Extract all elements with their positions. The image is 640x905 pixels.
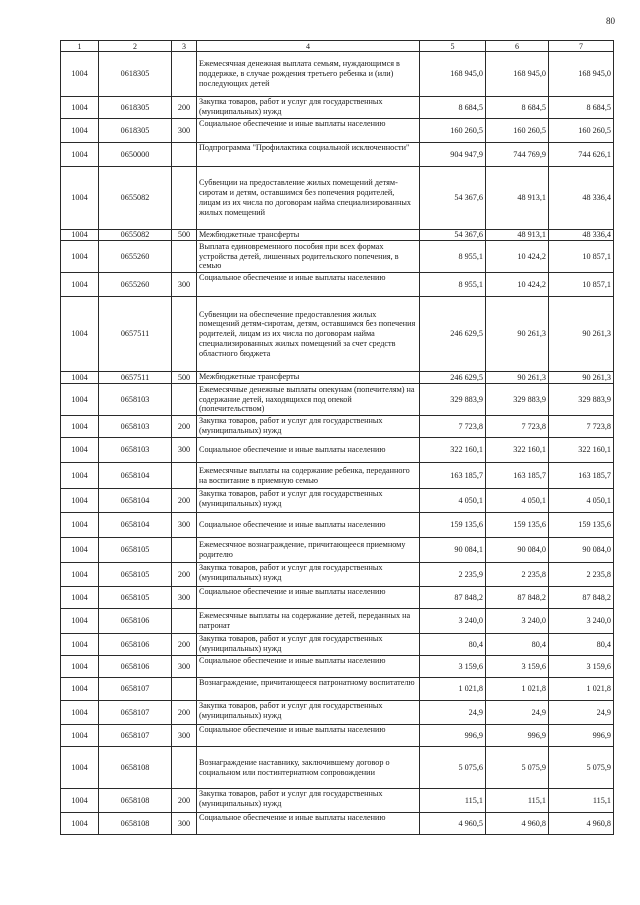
amount-col-6: 24,9 <box>486 701 549 725</box>
table-row <box>61 701 614 725</box>
amount-col-7: 10 857,1 <box>549 241 614 273</box>
amount-col-6: 80,4 <box>486 634 549 656</box>
target-article-code: 0655082 <box>99 167 172 230</box>
amount-col-5: 90 084,1 <box>420 538 486 563</box>
target-article-code: 0658104 <box>99 489 172 513</box>
amount-col-5: 115,1 <box>420 789 486 813</box>
column-number: 3 <box>172 41 197 52</box>
amount-col-6: 115,1 <box>486 789 549 813</box>
target-article-code: 0655082 <box>99 230 172 241</box>
section-code: 1004 <box>61 297 99 372</box>
target-article-code: 0658103 <box>99 416 172 438</box>
amount-col-7: 329 883,9 <box>549 384 614 416</box>
item-name: Вознаграждение, причитающееся патронатному воспитателю <box>197 678 420 701</box>
amount-col-5: 904 947,9 <box>420 143 486 167</box>
expense-type-code <box>172 609 197 634</box>
expense-type-code: 200 <box>172 563 197 587</box>
expense-type-code <box>172 297 197 372</box>
expense-type-code <box>172 167 197 230</box>
amount-col-6: 48 913,1 <box>486 230 549 241</box>
amount-col-7: 3 159,6 <box>549 656 614 678</box>
amount-col-6: 5 075,9 <box>486 747 549 789</box>
table-row <box>61 416 614 438</box>
amount-col-5: 160 260,5 <box>420 119 486 143</box>
amount-col-7: 4 960,8 <box>549 813 614 835</box>
expense-type-code: 300 <box>172 438 197 463</box>
expense-type-code: 200 <box>172 489 197 513</box>
amount-col-7: 2 235,8 <box>549 563 614 587</box>
item-name: Закупка товаров, работ и услуг для государственных (муниципальных) нужд <box>197 701 420 725</box>
amount-col-6: 7 723,8 <box>486 416 549 438</box>
item-name: Ежемесячные выплаты на содержание детей, переданных на патронат <box>197 609 420 634</box>
section-code: 1004 <box>61 167 99 230</box>
amount-col-6: 744 769,9 <box>486 143 549 167</box>
section-code: 1004 <box>61 656 99 678</box>
target-article-code: 0658106 <box>99 634 172 656</box>
table-row <box>61 656 614 678</box>
amount-col-6: 2 235,8 <box>486 563 549 587</box>
amount-col-7: 8 684,5 <box>549 97 614 119</box>
target-article-code: 0658104 <box>99 463 172 489</box>
item-name: Закупка товаров, работ и услуг для государственных (муниципальных) нужд <box>197 489 420 513</box>
table-row <box>61 725 614 747</box>
amount-col-6: 10 424,2 <box>486 273 549 297</box>
amount-col-7: 24,9 <box>549 701 614 725</box>
table-row <box>61 789 614 813</box>
section-code: 1004 <box>61 416 99 438</box>
expense-type-code: 200 <box>172 416 197 438</box>
amount-col-7: 10 857,1 <box>549 273 614 297</box>
target-article-code: 0658107 <box>99 725 172 747</box>
target-article-code: 0618305 <box>99 119 172 143</box>
section-code: 1004 <box>61 463 99 489</box>
expense-type-code <box>172 384 197 416</box>
amount-col-6: 1 021,8 <box>486 678 549 701</box>
target-article-code: 0618305 <box>99 97 172 119</box>
item-name: Социальное обеспечение и иные выплаты населению <box>197 273 420 297</box>
target-article-code: 0658108 <box>99 813 172 835</box>
table-row <box>61 384 614 416</box>
target-article-code: 0658108 <box>99 789 172 813</box>
section-code: 1004 <box>61 489 99 513</box>
amount-col-6: 168 945,0 <box>486 52 549 97</box>
amount-col-5: 4 050,1 <box>420 489 486 513</box>
amount-col-5: 322 160,1 <box>420 438 486 463</box>
expense-type-code: 500 <box>172 230 197 241</box>
amount-col-7: 87 848,2 <box>549 587 614 609</box>
amount-col-5: 80,4 <box>420 634 486 656</box>
section-code: 1004 <box>61 634 99 656</box>
section-code: 1004 <box>61 813 99 835</box>
amount-col-5: 4 960,5 <box>420 813 486 835</box>
amount-col-6: 322 160,1 <box>486 438 549 463</box>
expense-type-code: 500 <box>172 372 197 384</box>
column-number: 1 <box>61 41 99 52</box>
expense-type-code: 200 <box>172 701 197 725</box>
expense-type-code: 200 <box>172 634 197 656</box>
amount-col-5: 329 883,9 <box>420 384 486 416</box>
table-row <box>61 609 614 634</box>
amount-col-5: 8 955,1 <box>420 273 486 297</box>
expense-type-code <box>172 678 197 701</box>
amount-col-5: 5 075,6 <box>420 747 486 789</box>
item-name: Социальное обеспечение и иные выплаты населению <box>197 813 420 835</box>
table-row <box>61 438 614 463</box>
target-article-code: 0657511 <box>99 372 172 384</box>
column-number: 6 <box>486 41 549 52</box>
target-article-code: 0658106 <box>99 609 172 634</box>
table-row <box>61 297 614 372</box>
amount-col-7: 115,1 <box>549 789 614 813</box>
column-number: 4 <box>197 41 420 52</box>
amount-col-5: 246 629,5 <box>420 372 486 384</box>
section-code: 1004 <box>61 230 99 241</box>
amount-col-5: 8 955,1 <box>420 241 486 273</box>
item-name: Закупка товаров, работ и услуг для государственных (муниципальных) нужд <box>197 563 420 587</box>
target-article-code: 0658104 <box>99 513 172 538</box>
expense-type-code: 300 <box>172 119 197 143</box>
target-article-code: 0658106 <box>99 656 172 678</box>
section-code: 1004 <box>61 52 99 97</box>
item-name: Ежемесячные денежные выплаты опекунам (попечителям) на содержание детей, находящихся под опекой (попечительством) <box>197 384 420 416</box>
amount-col-6: 159 135,6 <box>486 513 549 538</box>
target-article-code: 0658103 <box>99 438 172 463</box>
section-code: 1004 <box>61 241 99 273</box>
amount-col-5: 8 684,5 <box>420 97 486 119</box>
amount-col-7: 1 021,8 <box>549 678 614 701</box>
amount-col-6: 3 159,6 <box>486 656 549 678</box>
item-name: Социальное обеспечение и иные выплаты населению <box>197 438 420 463</box>
column-number-row <box>61 41 614 52</box>
amount-col-5: 996,9 <box>420 725 486 747</box>
amount-col-6: 4 960,8 <box>486 813 549 835</box>
item-name: Выплата единовременного пособия при всех формах устройства детей, лишенных родительского попечения, в семью <box>197 241 420 273</box>
table-row <box>61 273 614 297</box>
section-code: 1004 <box>61 678 99 701</box>
table-row <box>61 634 614 656</box>
table-row <box>61 52 614 97</box>
amount-col-6: 90 261,3 <box>486 297 549 372</box>
target-article-code: 0658107 <box>99 678 172 701</box>
item-name: Закупка товаров, работ и услуг для государственных (муниципальных) нужд <box>197 634 420 656</box>
amount-col-6: 996,9 <box>486 725 549 747</box>
amount-col-6: 87 848,2 <box>486 587 549 609</box>
amount-col-7: 80,4 <box>549 634 614 656</box>
section-code: 1004 <box>61 563 99 587</box>
table-row <box>61 241 614 273</box>
expense-type-code <box>172 463 197 489</box>
amount-col-6: 4 050,1 <box>486 489 549 513</box>
table-row <box>61 587 614 609</box>
amount-col-5: 3 159,6 <box>420 656 486 678</box>
amount-col-7: 48 336,4 <box>549 230 614 241</box>
amount-col-6: 8 684,5 <box>486 97 549 119</box>
table-row <box>61 513 614 538</box>
section-code: 1004 <box>61 438 99 463</box>
table-row <box>61 489 614 513</box>
amount-col-6: 163 185,7 <box>486 463 549 489</box>
amount-col-6: 10 424,2 <box>486 241 549 273</box>
item-name: Субвенции на предоставление жилых помещений детям-сиротам и детям, оставшимся без попечения родителей, лицам из их числа по договорам найма специализированных жилых помещений <box>197 167 420 230</box>
expense-type-code: 300 <box>172 656 197 678</box>
target-article-code: 0658105 <box>99 563 172 587</box>
item-name: Вознаграждение наставнику, заключившему договор о социальном или постинтернатном сопровождении <box>197 747 420 789</box>
section-code: 1004 <box>61 538 99 563</box>
column-number: 2 <box>99 41 172 52</box>
target-article-code: 0618305 <box>99 52 172 97</box>
section-code: 1004 <box>61 143 99 167</box>
amount-col-6: 160 260,5 <box>486 119 549 143</box>
amount-col-7: 322 160,1 <box>549 438 614 463</box>
amount-col-7: 90 084,0 <box>549 538 614 563</box>
amount-col-7: 744 626,1 <box>549 143 614 167</box>
table-row <box>61 167 614 230</box>
expense-type-code <box>172 52 197 97</box>
section-code: 1004 <box>61 273 99 297</box>
item-name: Ежемесячное вознаграждение, причитающееся приемному родителю <box>197 538 420 563</box>
amount-col-7: 160 260,5 <box>549 119 614 143</box>
target-article-code: 0655260 <box>99 273 172 297</box>
amount-col-7: 5 075,9 <box>549 747 614 789</box>
target-article-code: 0658103 <box>99 384 172 416</box>
section-code: 1004 <box>61 789 99 813</box>
amount-col-5: 24,9 <box>420 701 486 725</box>
amount-col-6: 90 261,3 <box>486 372 549 384</box>
item-name: Ежемесячная денежная выплата семьям, нуждающимся в поддержке, в случае рождения третьего ребенка и (или) последующих детей <box>197 52 420 97</box>
section-code: 1004 <box>61 747 99 789</box>
page-number: 80 <box>606 16 615 26</box>
table-row <box>61 563 614 587</box>
budget-table <box>60 40 614 835</box>
table-row <box>61 463 614 489</box>
target-article-code: 0658105 <box>99 587 172 609</box>
item-name: Социальное обеспечение и иные выплаты населению <box>197 656 420 678</box>
amount-col-5: 163 185,7 <box>420 463 486 489</box>
amount-col-5: 87 848,2 <box>420 587 486 609</box>
item-name: Социальное обеспечение и иные выплаты населению <box>197 587 420 609</box>
expense-type-code: 200 <box>172 97 197 119</box>
amount-col-6: 3 240,0 <box>486 609 549 634</box>
expense-type-code: 200 <box>172 789 197 813</box>
table-row <box>61 119 614 143</box>
target-article-code: 0657511 <box>99 297 172 372</box>
amount-col-5: 246 629,5 <box>420 297 486 372</box>
section-code: 1004 <box>61 725 99 747</box>
amount-col-7: 159 135,6 <box>549 513 614 538</box>
amount-col-6: 90 084,0 <box>486 538 549 563</box>
expense-type-code <box>172 747 197 789</box>
expense-type-code: 300 <box>172 725 197 747</box>
expense-type-code: 300 <box>172 513 197 538</box>
amount-col-7: 90 261,3 <box>549 372 614 384</box>
expense-type-code: 300 <box>172 273 197 297</box>
expense-type-code <box>172 143 197 167</box>
amount-col-7: 7 723,8 <box>549 416 614 438</box>
item-name: Межбюджетные трансферты <box>197 372 420 384</box>
table-row <box>61 143 614 167</box>
amount-col-5: 168 945,0 <box>420 52 486 97</box>
expense-type-code <box>172 241 197 273</box>
target-article-code: 0658108 <box>99 747 172 789</box>
amount-col-7: 163 185,7 <box>549 463 614 489</box>
section-code: 1004 <box>61 513 99 538</box>
amount-col-7: 168 945,0 <box>549 52 614 97</box>
item-name: Ежемесячные выплаты на содержание ребенка, переданного на воспитание в приемную семью <box>197 463 420 489</box>
section-code: 1004 <box>61 384 99 416</box>
section-code: 1004 <box>61 587 99 609</box>
table-row <box>61 678 614 701</box>
item-name: Закупка товаров, работ и услуг для государственных (муниципальных) нужд <box>197 789 420 813</box>
table-row <box>61 747 614 789</box>
amount-col-7: 4 050,1 <box>549 489 614 513</box>
amount-col-5: 3 240,0 <box>420 609 486 634</box>
item-name: Закупка товаров, работ и услуг для государственных (муниципальных) нужд <box>197 97 420 119</box>
expense-type-code: 300 <box>172 587 197 609</box>
section-code: 1004 <box>61 609 99 634</box>
target-article-code: 0658105 <box>99 538 172 563</box>
table-row <box>61 813 614 835</box>
item-name: Закупка товаров, работ и услуг для государственных (муниципальных) нужд <box>197 416 420 438</box>
amount-col-5: 7 723,8 <box>420 416 486 438</box>
amount-col-5: 54 367,6 <box>420 230 486 241</box>
amount-col-5: 54 367,6 <box>420 167 486 230</box>
table-body <box>61 41 614 835</box>
expense-type-code: 300 <box>172 813 197 835</box>
column-number: 7 <box>549 41 614 52</box>
table-row <box>61 538 614 563</box>
section-code: 1004 <box>61 119 99 143</box>
table-row <box>61 97 614 119</box>
target-article-code: 0650000 <box>99 143 172 167</box>
section-code: 1004 <box>61 701 99 725</box>
amount-col-6: 329 883,9 <box>486 384 549 416</box>
amount-col-7: 3 240,0 <box>549 609 614 634</box>
section-code: 1004 <box>61 97 99 119</box>
target-article-code: 0658107 <box>99 701 172 725</box>
amount-col-6: 48 913,1 <box>486 167 549 230</box>
table-row <box>61 372 614 384</box>
item-name: Социальное обеспечение и иные выплаты населению <box>197 725 420 747</box>
item-name: Субвенции на обеспечение предоставления жилых помещений детям-сиротам, детям, оставшимся без попечения родителей, лицам из их числа по договорам найма специализированных жилых помещений за счет средств областного бюджета <box>197 297 420 372</box>
amount-col-7: 90 261,3 <box>549 297 614 372</box>
amount-col-7: 48 336,4 <box>549 167 614 230</box>
item-name: Социальное обеспечение и иные выплаты населению <box>197 513 420 538</box>
expense-type-code <box>172 538 197 563</box>
section-code: 1004 <box>61 372 99 384</box>
amount-col-5: 159 135,6 <box>420 513 486 538</box>
item-name: Подпрограмма "Профилактика социальной исключенности" <box>197 143 420 167</box>
column-number: 5 <box>420 41 486 52</box>
amount-col-5: 1 021,8 <box>420 678 486 701</box>
amount-col-5: 2 235,9 <box>420 563 486 587</box>
item-name: Социальное обеспечение и иные выплаты населению <box>197 119 420 143</box>
table-row <box>61 230 614 241</box>
target-article-code: 0655260 <box>99 241 172 273</box>
item-name: Межбюджетные трансферты <box>197 230 420 241</box>
amount-col-7: 996,9 <box>549 725 614 747</box>
